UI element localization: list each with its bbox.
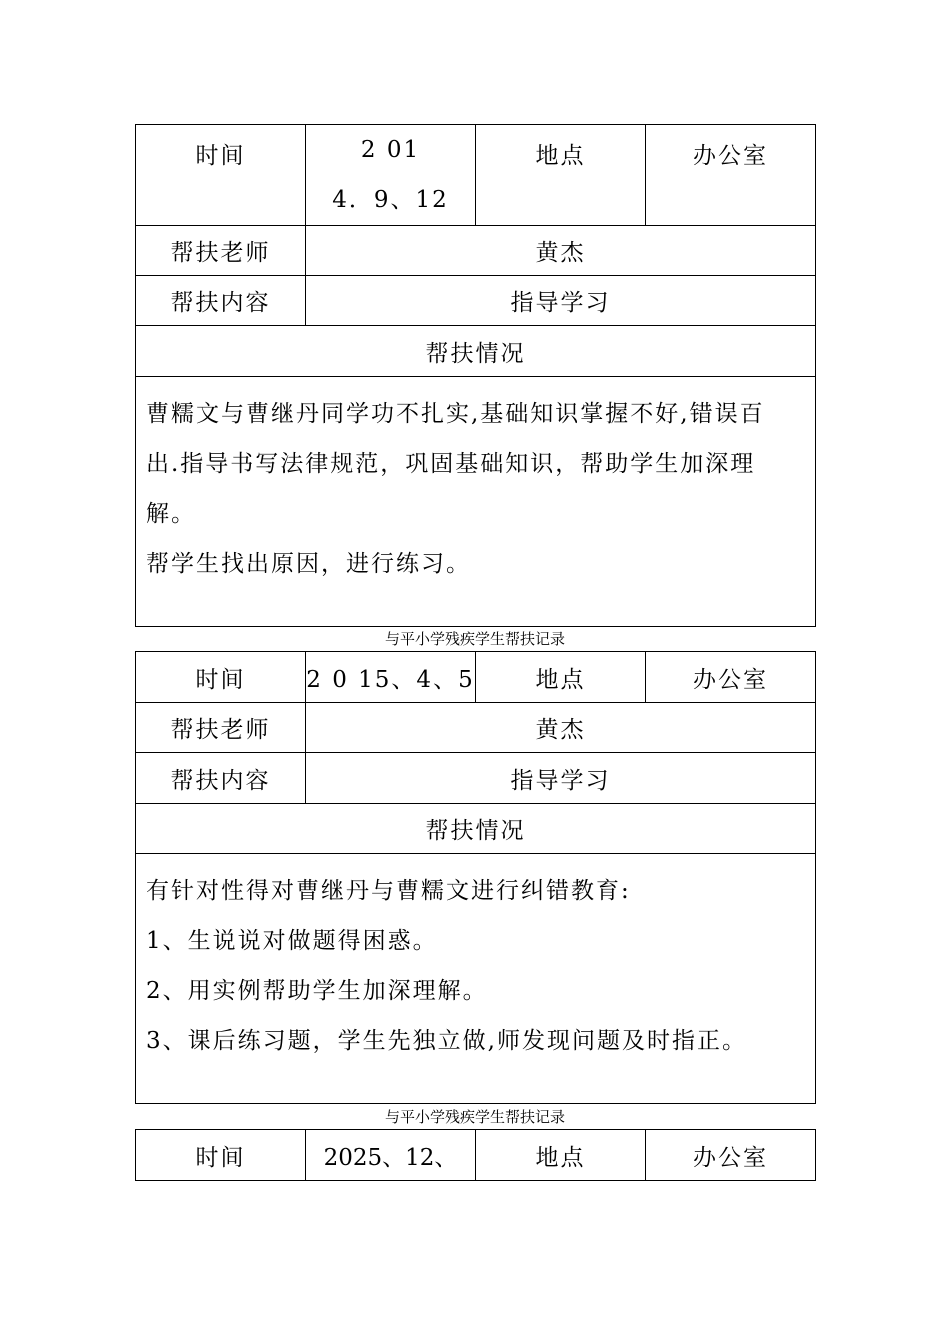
situation-label: 帮扶情况 — [136, 326, 816, 377]
date-line-1: 2 01 — [360, 137, 421, 163]
situation-line: 有针对性得对曹继丹与曹糯文进行纠错教育: — [146, 878, 631, 904]
teacher-value: 黄杰 — [306, 226, 816, 276]
record-table-2 — [135, 651, 816, 1104]
time-label: 时间 — [136, 652, 306, 703]
situation-line: 曹糯文与曹继丹同学功不扎实,基础知识掌握不好,错误百 — [146, 401, 765, 427]
record-caption: 与平小学残疾学生帮扶记录 — [384, 1108, 565, 1126]
place-value: 办公室 — [646, 1130, 816, 1181]
date-value — [306, 125, 476, 226]
record-caption: 与平小学残疾学生帮扶记录 — [384, 630, 565, 648]
place-label: 地点 — [476, 652, 646, 703]
date-value: 2025、12、 — [306, 1130, 476, 1181]
teacher-value: 黄杰 — [306, 703, 816, 753]
situation-line: 解。 — [146, 501, 196, 527]
time-label: 时间 — [136, 125, 306, 226]
situation-line: 3、课后练习题，学生先独立做,师发现问题及时指正。 — [146, 1028, 747, 1054]
situation-label: 帮扶情况 — [136, 804, 816, 854]
situation-line: 帮学生找出原因，进行练习。 — [146, 551, 471, 577]
situation-line: 1、生说说对做题得困惑。 — [146, 928, 438, 954]
place-value: 办公室 — [646, 652, 816, 703]
content-label: 帮扶内容 — [136, 276, 306, 326]
date-line-2: 4．9、12 — [332, 187, 449, 213]
teacher-label: 帮扶老师 — [136, 703, 306, 753]
content-label: 帮扶内容 — [136, 753, 306, 804]
place-label: 地点 — [476, 125, 646, 226]
teacher-label: 帮扶老师 — [136, 226, 306, 276]
situation-body — [136, 377, 816, 627]
record-table-1 — [135, 124, 816, 627]
record-table-3 — [135, 1129, 816, 1181]
content-value: 指导学习 — [306, 276, 816, 326]
content-value: 指导学习 — [306, 753, 816, 804]
situation-line: 2、用实例帮助学生加深理解。 — [146, 978, 488, 1004]
date-value: 2 0 15、4、5 — [306, 652, 476, 703]
situation-body — [136, 854, 816, 1104]
place-label: 地点 — [476, 1130, 646, 1181]
time-label: 时间 — [136, 1130, 306, 1181]
situation-line: 出.指导书写法律规范，巩固基础知识，帮助学生加深理 — [146, 451, 756, 477]
place-value: 办公室 — [646, 125, 816, 226]
